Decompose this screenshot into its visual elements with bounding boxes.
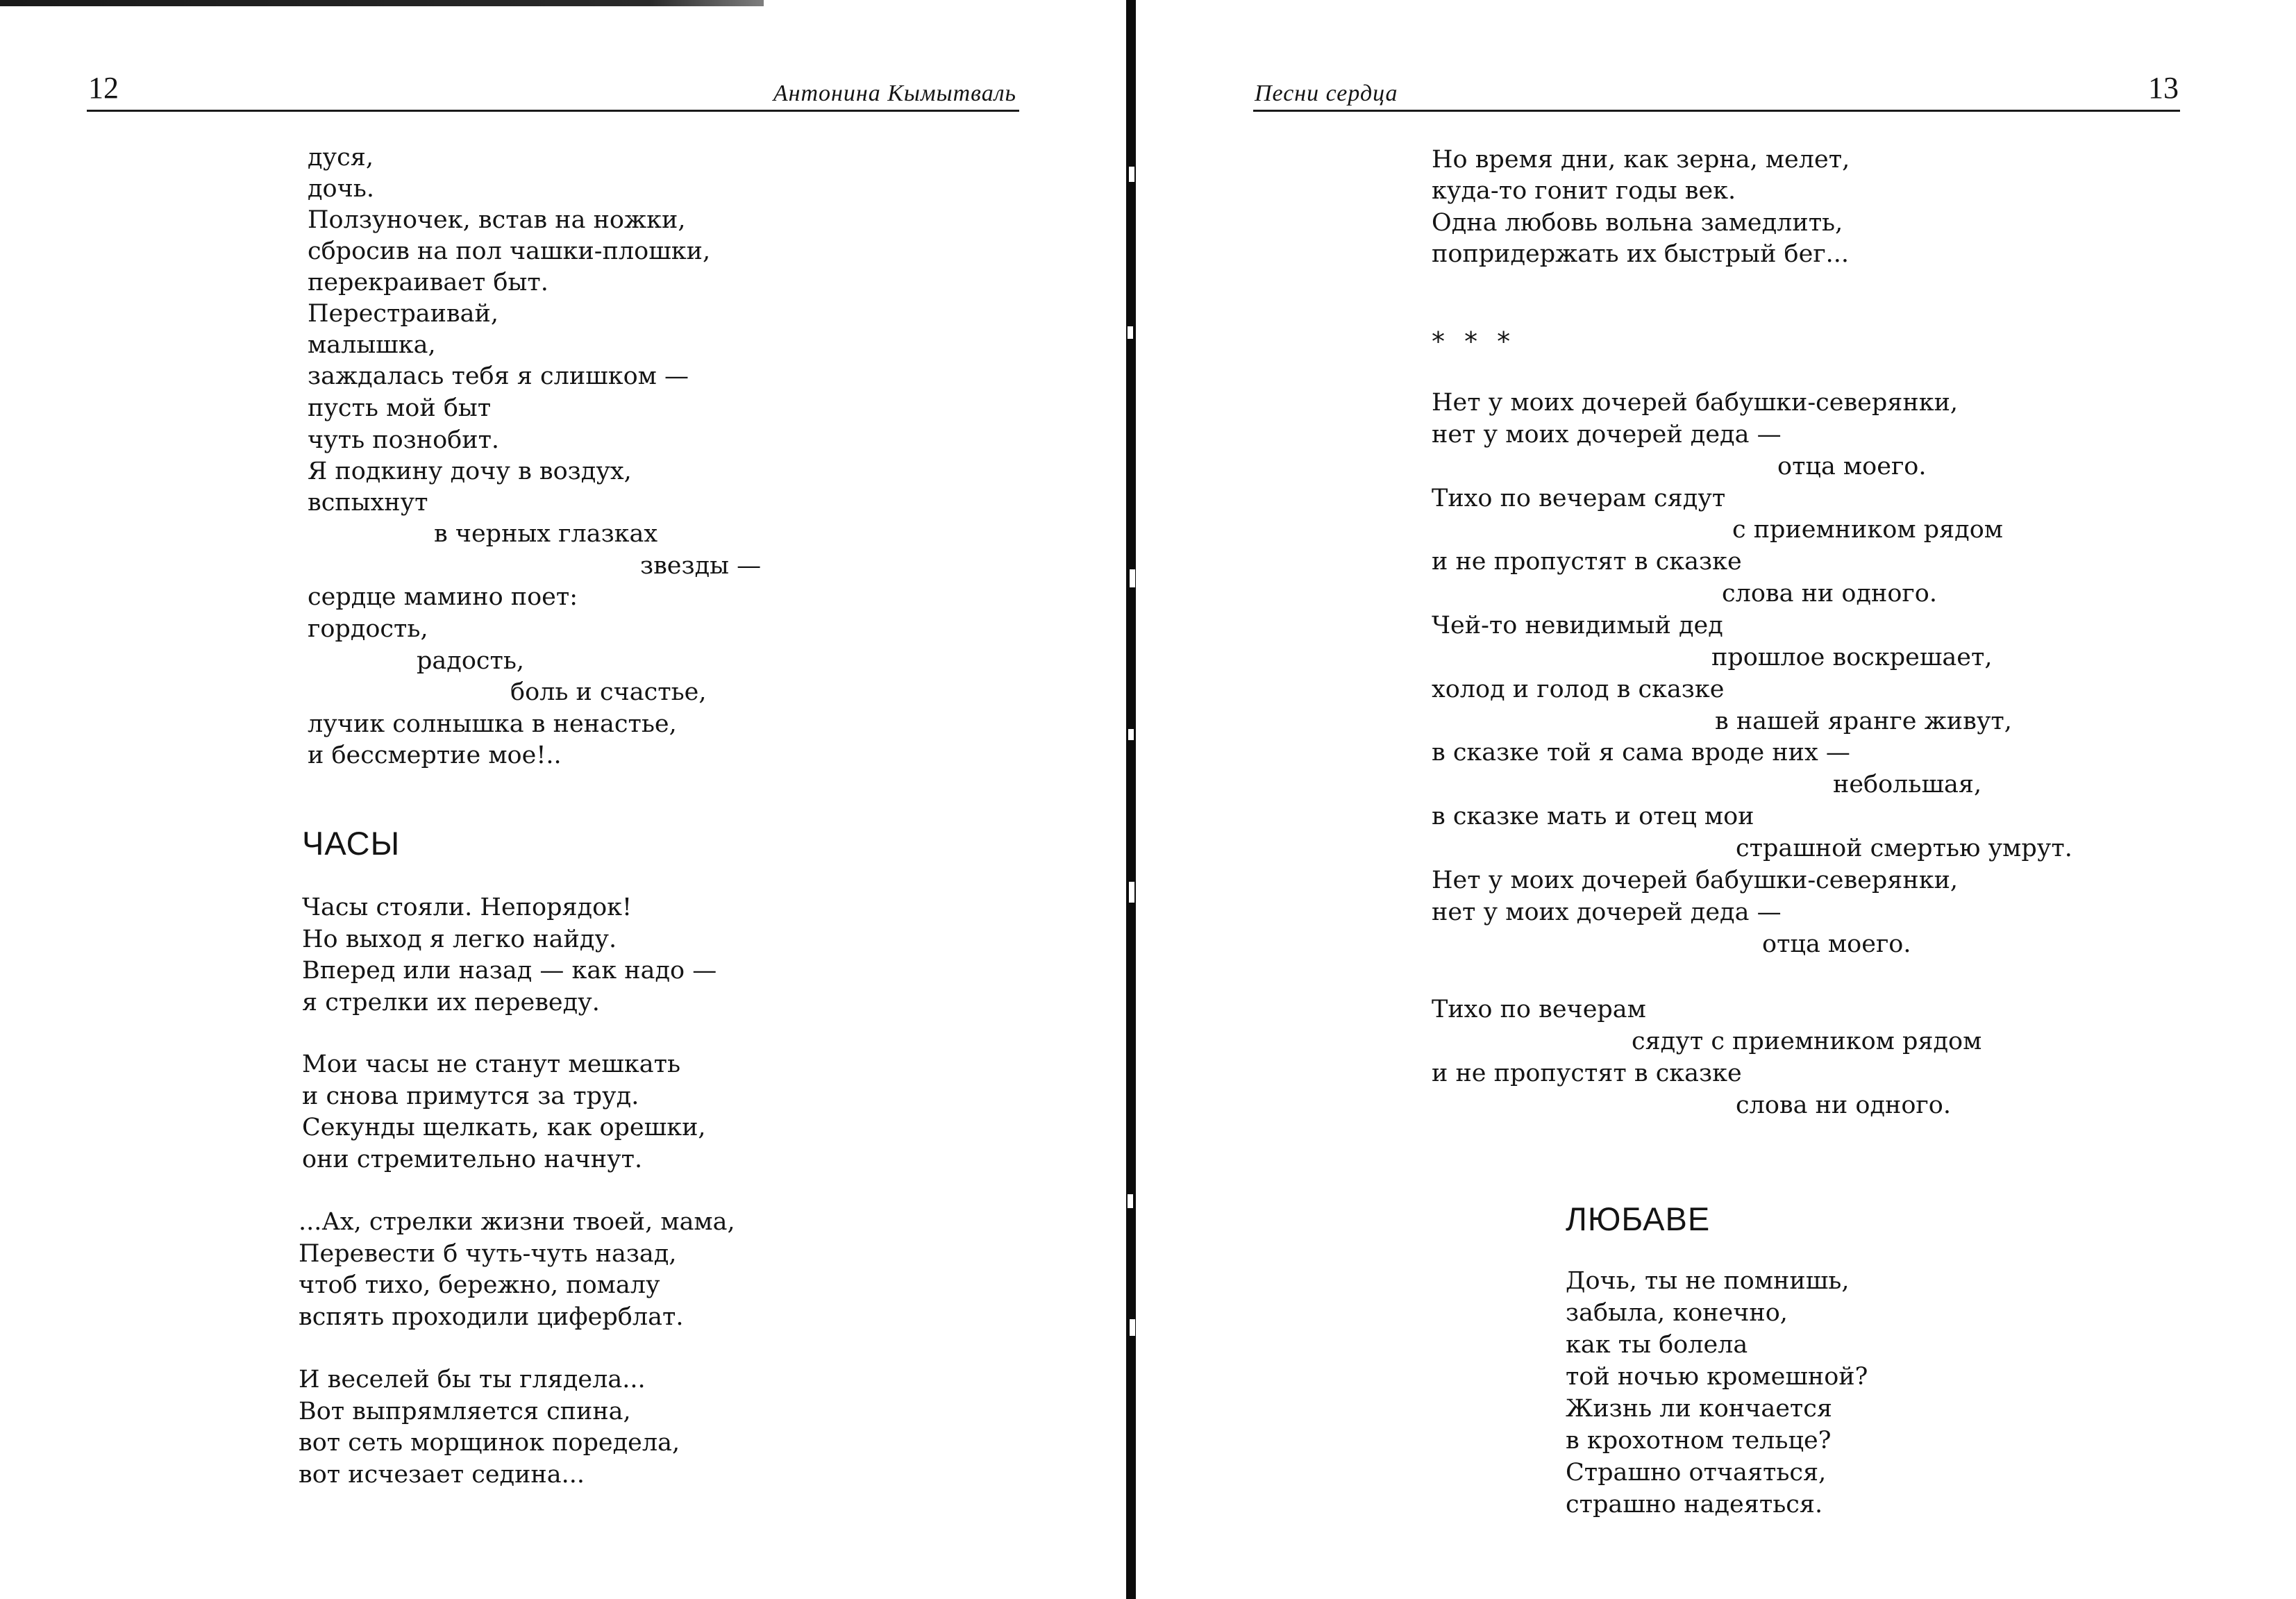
poem-line: и не пропустят в сказке (1432, 1060, 1742, 1087)
poem-line: Жизнь ли кончается (1566, 1395, 1832, 1423)
poem-line: боль и счастье, (510, 678, 707, 706)
poem-line: страшной смертью умрут. (1736, 835, 2072, 862)
poem-line: гордость, (308, 615, 428, 643)
poem-line: и не пропустят в сказке (1432, 548, 1742, 576)
poem-line: сядут с приемником рядом (1632, 1028, 1982, 1055)
poem-line: ...Ах, стрелки жизни твоей, мама, (299, 1208, 735, 1236)
poem-line: пусть мой быт (308, 394, 492, 422)
poem-line: вот сеть морщинок поредела, (299, 1429, 680, 1457)
poem-line: Ползуночек, встав на ножки, (308, 206, 686, 234)
left-page-number: 12 (88, 71, 119, 105)
asterisks-separator: * * * (1432, 326, 1516, 357)
poem-line: страшно надеяться. (1566, 1491, 1823, 1518)
right-running-title: Песни сердца (1255, 81, 1398, 106)
poem-line: в сказке мать и отец мои (1432, 803, 1754, 830)
poem-line: небольшая, (1833, 771, 1982, 798)
poem-line: они стремительно начнут. (302, 1146, 643, 1173)
poem-line: чуть познобит. (308, 426, 500, 454)
right-page-header (1253, 71, 2180, 112)
poem-line: лучик солнышка в ненастье, (308, 710, 677, 738)
poem-line: Перестраивай, (308, 300, 498, 328)
poem-line: Вперед или назад — как надо — (302, 957, 717, 985)
poem-line: И веселей бы ты глядела... (299, 1366, 646, 1393)
poem-line: Дочь, ты не помнишь, (1566, 1267, 1850, 1295)
poem-line: Секунды щелкать, как орешки, (302, 1114, 706, 1141)
poem-line: звезды — (640, 552, 762, 580)
poem-line: чтоб тихо, бережно, помалу (299, 1271, 660, 1299)
poem-line: малышка, (308, 331, 436, 359)
poem-line: слова ни одного. (1722, 580, 1937, 608)
poem-line: Одна любовь вольна замедлить, (1432, 209, 1843, 237)
poem-line: радость, (417, 647, 525, 675)
poem-line: в черных глазках (434, 520, 658, 548)
book-spine (1126, 0, 1136, 1599)
right-page-number: 13 (2148, 71, 2179, 105)
poem-line: Тихо по вечерам (1432, 996, 1646, 1023)
poem-line: вот исчезает седина... (299, 1461, 585, 1489)
poem-line: отца моего. (1762, 930, 1911, 958)
poem-line: Часы стояли. Непорядок! (302, 894, 632, 921)
poem-line: попридержать их быстрый бег... (1432, 240, 1850, 268)
poem-line: Мои часы не станут мешкать (302, 1050, 680, 1078)
poem-line: я стрелки их переведу. (302, 989, 600, 1016)
poem-line: с приемником рядом (1732, 516, 2004, 544)
poem-line: перекраивает быт. (308, 269, 548, 296)
poem-line: Нет у моих дочерей бабушки-северянки, (1432, 389, 1959, 417)
poem-line: дуся, (308, 144, 374, 171)
poem-line: Страшно отчаяться, (1566, 1459, 1827, 1487)
scan-edge-shadow (0, 0, 764, 6)
poem-line: холод и голод в сказке (1432, 676, 1725, 703)
clock-poem-title: ЧАСЫ (302, 825, 401, 862)
poem-line: заждалась тебя я слишком — (308, 362, 689, 390)
poem-line: вспыхнут (308, 489, 428, 517)
poem-line: в крохотном тельце? (1566, 1427, 1832, 1455)
poem-line: Но выход я легко найду. (302, 926, 617, 953)
poem-line: прошлое воскрешает, (1711, 644, 1993, 671)
poem-line: сердце мамино поет: (308, 583, 578, 611)
poem-line: Вот выпрямляется спина, (299, 1398, 631, 1425)
poem-line: вспять проходили циферблат. (299, 1303, 684, 1331)
poem-line: слова ни одного. (1736, 1091, 1951, 1119)
poem-line: нет у моих дочерей деда — (1432, 421, 1782, 449)
poem-line: нет у моих дочерей деда — (1432, 898, 1782, 926)
poem-line: Тихо по вечерам сядут (1432, 485, 1726, 512)
poem-line: в нашей яранге живут, (1715, 708, 2012, 735)
poem-line: Но время дни, как зерна, мелет, (1432, 146, 1850, 174)
poem-line: Перевести б чуть-чуть назад, (299, 1240, 677, 1268)
poem-line: Я подкину дочу в воздух, (308, 458, 632, 485)
lyubava-poem-title: ЛЮБАВЕ (1566, 1200, 1711, 1237)
poem-line: отца моего. (1777, 453, 1927, 480)
poem-line: той ночью кромешной? (1566, 1363, 1868, 1391)
poem-line: куда-то гонит годы век. (1432, 177, 1736, 205)
poem-line: в сказке той я сама вроде них — (1432, 739, 1850, 767)
poem-line: как ты болела (1566, 1331, 1748, 1359)
poem-line: Нет у моих дочерей бабушки-северянки, (1432, 867, 1959, 894)
left-running-title: Антонина Кымытваль (773, 81, 1016, 106)
left-page-header (87, 71, 1019, 112)
poem-line: и бессмертие мое!.. (308, 742, 562, 769)
poem-line: дочь. (308, 175, 374, 203)
poem-line: и снова примутся за труд. (302, 1082, 639, 1110)
poem-line: забыла, конечно, (1566, 1299, 1788, 1327)
poem-line: сбросив на пол чашки-плошки, (308, 237, 711, 265)
poem-line: Чей-то невидимый дед (1432, 612, 1723, 639)
